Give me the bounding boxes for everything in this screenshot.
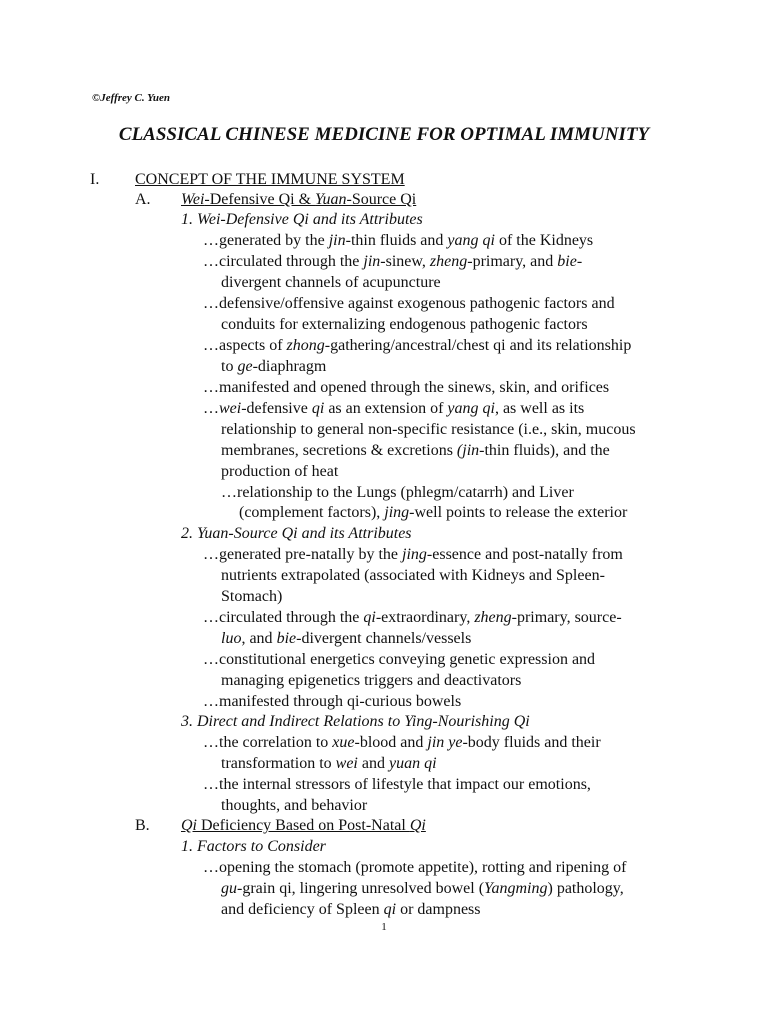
text-run: membranes, secretions & excretions — [221, 442, 457, 459]
outline-line — [203, 775, 591, 795]
text-run: divergent channels of acupuncture — [221, 274, 441, 291]
text-run: ) pathology, — [547, 880, 624, 897]
text-run: 1. Wei-Defensive Qi and its Attributes — [181, 211, 423, 228]
text-run: , and — [241, 630, 277, 647]
text-run: nutrients extrapolated (associated with Kidneys and Spleen- — [221, 567, 605, 584]
outline-line — [135, 816, 150, 836]
text-run: ge — [237, 358, 253, 375]
outline-line — [181, 712, 530, 732]
text-run: -well points to release the exterior — [409, 504, 628, 521]
outline-line — [90, 170, 99, 190]
text-run: bie — [276, 630, 297, 647]
text-run: Yuan — [315, 191, 347, 208]
text-run: Yangming — [484, 880, 548, 897]
text-run: -primary, source- — [511, 609, 622, 626]
outline-line — [221, 900, 481, 920]
text-run: 1. Factors to Consider — [181, 838, 326, 855]
text-run: Stomach) — [221, 588, 283, 605]
copyright-notice: ©Jeffrey C. Yuen — [92, 92, 170, 104]
text-run: yang qi — [447, 232, 495, 249]
text-run: …aspects of — [203, 337, 287, 354]
text-run: zheng — [429, 253, 468, 270]
outline-line — [203, 336, 631, 356]
text-run: gu — [221, 880, 237, 897]
text-run: -body fluids and their — [462, 734, 601, 751]
outline-line — [221, 566, 605, 586]
text-run: …generated pre-natally by the — [203, 546, 403, 563]
text-run: , as well as its — [494, 400, 585, 417]
text-run: I. — [90, 171, 100, 188]
text-run: B. — [135, 817, 150, 834]
text-run: of the Kidneys — [494, 232, 594, 249]
text-run: -defensive — [241, 400, 312, 417]
text-run: (complement factors), — [239, 504, 385, 521]
outline-line — [203, 650, 595, 670]
text-run: production of heat — [221, 463, 339, 480]
outline-line — [203, 858, 626, 878]
text-run: Wei — [181, 191, 205, 208]
text-run: and deficiency of Spleen — [221, 901, 384, 918]
text-run: transformation to — [221, 755, 336, 772]
text-run: qi — [383, 901, 397, 918]
text-run: managing epigenetics triggers and deactivators — [221, 672, 522, 689]
text-run: …the internal stressors of lifestyle that impact our emotions, — [203, 776, 591, 793]
text-run: Deficiency Based on Post-Natal — [197, 817, 410, 834]
text-run: luo — [221, 630, 242, 647]
outline-line — [221, 587, 282, 607]
text-run: jin ye — [427, 734, 463, 751]
document-title: CLASSICAL CHINESE MEDICINE FOR OPTIMAL IMMUNITY — [118, 124, 650, 145]
outline-line — [221, 315, 588, 335]
outline-line — [221, 754, 437, 774]
outline-line — [203, 252, 582, 272]
outline-line — [221, 357, 326, 377]
text-run: …constitutional energetics conveying genetic expression and — [203, 651, 596, 668]
text-run: jin — [363, 253, 381, 270]
text-run: -sinew, — [380, 253, 430, 270]
text-run: …manifested through qi-curious bowels — [203, 693, 462, 710]
text-run: …the correlation to — [203, 734, 333, 751]
text-run: -gathering/ancestral/chest qi and its relationship — [324, 337, 632, 354]
outline-line — [181, 524, 412, 544]
text-run: …manifested and opened through the sinews, skin, and orifices — [203, 379, 610, 396]
text-run: as an extension of — [324, 400, 448, 417]
outline-line — [135, 170, 405, 190]
outline-line — [203, 545, 623, 565]
outline-line — [181, 816, 426, 836]
text-run: yang qi — [447, 400, 495, 417]
text-run: -divergent channels/vessels — [296, 630, 472, 647]
outline-line — [221, 441, 610, 461]
outline-line — [239, 503, 627, 523]
text-run: …opening the stomach (promote appetite), rotting and ripening of — [203, 859, 627, 876]
outline-line — [181, 190, 416, 210]
text-run: -thin fluids and — [345, 232, 448, 249]
text-run: yuan qi — [388, 755, 437, 772]
text-run: and — [357, 755, 389, 772]
text-run: to — [221, 358, 238, 375]
text-run: (jin — [456, 442, 480, 459]
text-run: Qi — [409, 817, 426, 834]
text-run: wei — [335, 755, 358, 772]
text-run: -Defensive Qi & — [204, 191, 316, 208]
outline-line — [181, 837, 326, 857]
outline-line — [221, 879, 624, 899]
outline-line — [203, 231, 593, 251]
text-run: …defensive/offensive against exogenous pathogenic factors and — [203, 295, 615, 312]
outline-line — [221, 420, 636, 440]
text-run: 3. Direct and Indirect Relations to Ying-Nourishing Qi — [181, 713, 530, 730]
text-run: …circulated through the — [203, 609, 364, 626]
text-run: qi — [311, 400, 325, 417]
text-run: conduits for externalizing endogenous pathogenic factors — [221, 316, 588, 333]
text-run: -grain qi, lingering unresolved bowel ( — [237, 880, 485, 897]
outline-line — [203, 294, 615, 314]
outline-line — [181, 210, 423, 230]
outline-line — [135, 190, 151, 210]
text-run: - — [576, 253, 583, 270]
text-run: -primary, and — [467, 253, 558, 270]
outline-line — [221, 796, 367, 816]
outline-line — [203, 733, 601, 753]
text-run: zhong — [286, 337, 325, 354]
outline-line — [203, 399, 584, 419]
outline-line — [221, 462, 338, 482]
text-run: …relationship to the Lungs (phlegm/catarrh) and Liver — [221, 484, 574, 501]
text-run: …generated by the — [203, 232, 329, 249]
text-run: CONCEPT OF THE IMMUNE SYSTEM — [135, 171, 405, 188]
outline-line — [203, 692, 461, 712]
text-run: …circulated through the — [203, 253, 364, 270]
text-run: -extraordinary, — [375, 609, 475, 626]
text-run: A. — [135, 191, 151, 208]
outline-line — [221, 273, 441, 293]
text-run: wei — [219, 400, 242, 417]
text-run: xue — [332, 734, 355, 751]
text-run: -diaphragm — [252, 358, 327, 375]
text-run: jing — [402, 546, 427, 563]
text-run: zheng — [474, 609, 512, 626]
outline-line — [221, 483, 574, 503]
outline-line — [203, 378, 609, 398]
text-run: jin — [328, 232, 346, 249]
text-run: 2. Yuan-Source Qi and its Attributes — [181, 525, 412, 542]
text-run: -essence and post-natally from — [426, 546, 623, 563]
text-run: -Source Qi — [346, 191, 417, 208]
text-run: -thin fluids), and the — [479, 442, 610, 459]
text-run: bie — [557, 253, 577, 270]
text-run: or dampness — [396, 901, 481, 918]
outline-line — [221, 629, 471, 649]
text-run: relationship to general non-specific resistance (i.e., skin, mucous — [221, 421, 636, 438]
text-run: qi — [363, 609, 376, 626]
outline-line — [221, 671, 521, 691]
text-run: … — [203, 400, 219, 417]
page-number: 1 — [381, 921, 387, 933]
text-run: -blood and — [354, 734, 428, 751]
text-run: thoughts, and behavior — [221, 797, 368, 814]
text-run: jing — [384, 504, 410, 521]
text-run: Qi — [181, 817, 197, 834]
outline-line — [203, 608, 622, 628]
